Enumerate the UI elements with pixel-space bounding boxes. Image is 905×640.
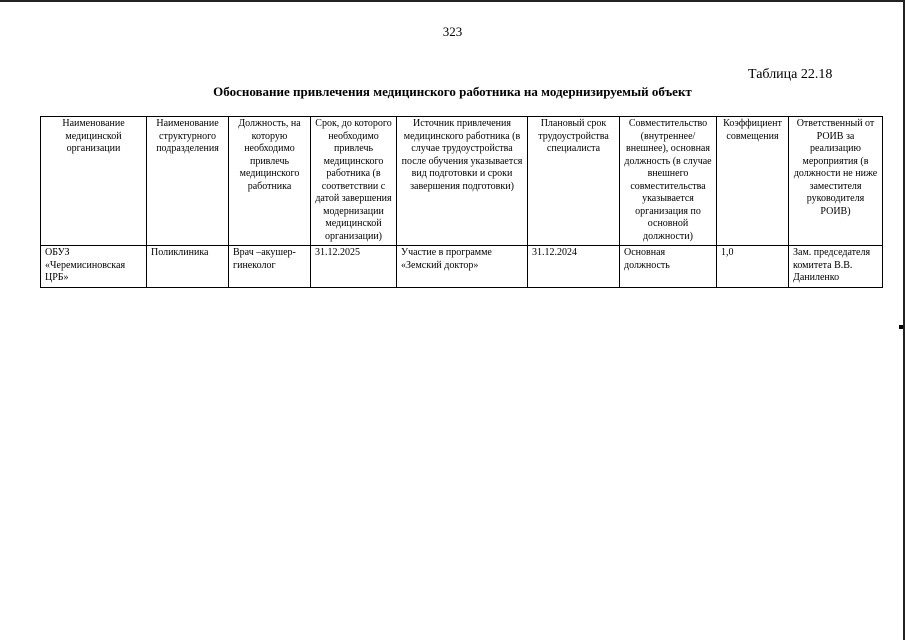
justification-table — [40, 116, 883, 288]
cell-coefficient: 1,0 — [717, 246, 789, 288]
header-deadline: Срок, до которого необходимо привлечь медицинского работника (в соответствии с датой завершения модернизации медицинской организации) — [311, 117, 397, 246]
header-combination: Совместительство (внутреннее/внешнее), основная должность (в случае внешнего совместительства указывается организация по основной должности) — [620, 117, 717, 246]
page-top-border — [0, 0, 905, 2]
document-title: Обоснование привлечения медицинского работника на модернизируемый объект — [213, 84, 692, 99]
table-label: Таблица 22.18 — [748, 67, 833, 82]
cell-source: Участие в программе «Земский доктор» — [397, 246, 528, 288]
header-organization: Наименование медицинской организации — [41, 117, 147, 246]
cell-position: Врач –акушер-гинеколог — [229, 246, 311, 288]
page-number: 323 — [442, 24, 463, 39]
header-responsible: Ответственный от РОИВ за реализацию мероприятия (в должности не ниже заместителя руководителя РОИВ) — [789, 117, 883, 246]
header-source: Источник привлечения медицинского работника (в случае трудоустройства после обучения указывается вид подготовки и сроки завершения подготовки) — [397, 117, 528, 246]
cell-planned-date: 31.12.2024 — [528, 246, 620, 288]
cell-organization: ОБУЗ «Черемисиновская ЦРБ» — [41, 246, 147, 288]
cell-combination: Основная должность — [620, 246, 717, 288]
cell-department: Поликлиника — [147, 246, 229, 288]
table-header-row — [41, 117, 883, 246]
cell-responsible: Зам. председателя комитета В.В. Даниленко — [789, 246, 883, 288]
table-row — [41, 246, 883, 288]
header-position: Должность, на которую необходимо привлечь медицинского работника — [229, 117, 311, 246]
cell-deadline: 31.12.2025 — [311, 246, 397, 288]
header-coefficient: Коэффициент совмещения — [717, 117, 789, 246]
header-planned-date: Плановый срок трудоустройства специалиста — [528, 117, 620, 246]
margin-mark — [899, 325, 903, 329]
header-department: Наименование структурного подразделения — [147, 117, 229, 246]
